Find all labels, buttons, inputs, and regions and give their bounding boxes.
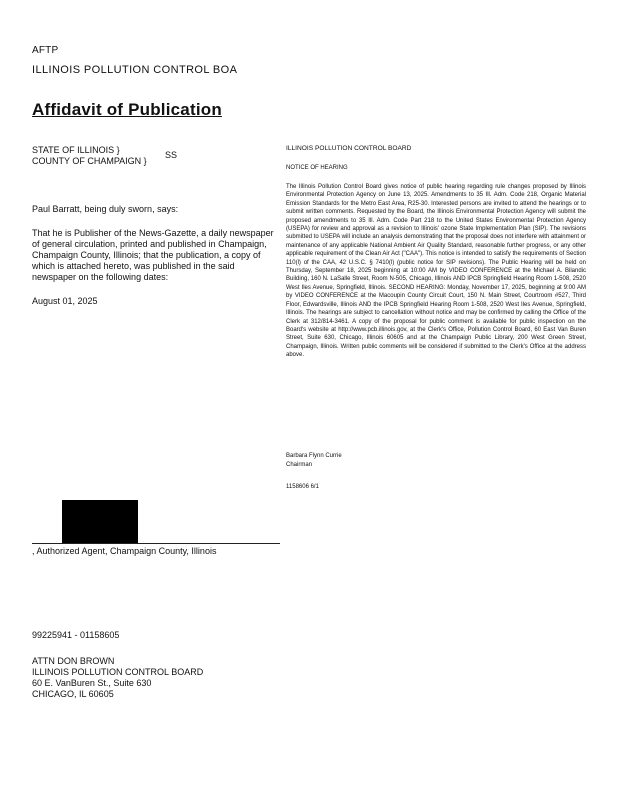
header-organization: ILLINOIS POLLUTION CONTROL BOA: [32, 64, 238, 76]
signature-caption: , Authorized Agent, Champaign County, Illinois: [32, 546, 217, 556]
account-number: 99225941 - 01158605: [32, 630, 120, 640]
address-org: ILLINOIS POLLUTION CONTROL BOARD: [32, 667, 204, 677]
notice-signer: Barbara Flynn Currie: [286, 453, 342, 459]
notice-body: The Illinois Pollution Control Board gives notice of public hearing regarding rule changes proposed by Illinois Environmental Protection Agency on June 13, 2025. Amendments to 35 Ill. Adm. Code 218, Organic Material Emission Standards for the Metro East Area, R25-30. Interested persons are invited to attend the hearings or to submit written comments. Requested by the Board, the Illinois Environmental Protection Agency will submit the proposed amendments to 35 Ill. Adm. Code Part 218 to the United States Environmental Protection Agency (USEPA) for review and approval as a revision to Illinois' ozone State Implementation Plan (SIP). The revisions submitted to USEPA will include an analysis demonstrating that the proposal does not interfere with attainment or maintenance of any applicable National Ambient Air Quality Standard, reasonable further progress, or any other applicable requirement of the Clean Air Act ("CAA"). This notice is intended to satisfy the requirements of Section 110(l) of the CAA, 42 U.S.C. § 7410(l) (public notice for SIP revisions). The Public Hearing will be held on Thursday, September 18, 2025 beginning at 10:00 AM by VIDEO CONFERENCE at the Michael A. Bilandic Building, 160 N. LaSalle Street, Room N-505, Chicago, Illinois AND IPCB Springfield Hearing Room 1-508, 2520 West Iles Avenue, Springfield, Illinois. SECOND HEARING: Monday, November 17, 2025, beginning at 9:00 AM by VIDEO CONFERENCE at the Macoupin County Circuit Court, 150 N. Main Street, Courtroom #527, Third Floor, Edwardsville, Illinois AND the IPCB Springfield Hearing Room 1-508, 2520 West Iles Avenue, Springfield, Illinois. The hearings are subject to cancellation without notice and may be confirmed by calling the Office of the Clerk at 312/814-3461. A copy of the proposal for public comment is available for public inspection on the Board's website at http://www.pcb.illinois.gov, at the Clerk's Office, Pollution Control Board, 60 East Van Buren Street, Suite 630, Chicago, Illinois 60605 and at the Champaign Public Library, 200 West Green Street, Champaign, Illinois. Written public comments will be considered if submitted to the Clerk's Office at the address above.: [286, 184, 586, 359]
address-street: 60 E. VanBuren St., Suite 630: [32, 678, 152, 688]
signature-line: [32, 543, 280, 544]
venue-state: STATE OF ILLINOIS }: [32, 145, 120, 155]
affiant-line: Paul Barratt, being duly sworn, says:: [32, 204, 179, 214]
affidavit-statement: That he is Publisher of the News-Gazette, a daily newspaper of general circulation, printed and published in Champaign, Champaign County, Illinois; that the publication, a copy of which is attached hereto, was published in the said newspaper on the following dates:: [32, 228, 274, 282]
address-attn: ATTN DON BROWN: [32, 656, 115, 666]
address-city: CHICAGO, IL 60605: [32, 689, 114, 699]
notice-heading: NOTICE OF HEARING: [286, 165, 348, 171]
venue-county: COUNTY OF CHAMPAIGN }: [32, 156, 147, 166]
publication-date: August 01, 2025: [32, 296, 98, 306]
document-code: AFTP: [32, 45, 59, 56]
notice-signer-title: Chairman: [286, 462, 313, 468]
redacted-signature: [62, 500, 138, 544]
venue-ss: SS: [165, 150, 178, 160]
page-title: Affidavit of Publication: [32, 100, 222, 119]
notice-agency: ILLINOIS POLLUTION CONTROL BOARD: [286, 145, 412, 152]
notice-reference: 1158606 6/1: [286, 484, 319, 490]
